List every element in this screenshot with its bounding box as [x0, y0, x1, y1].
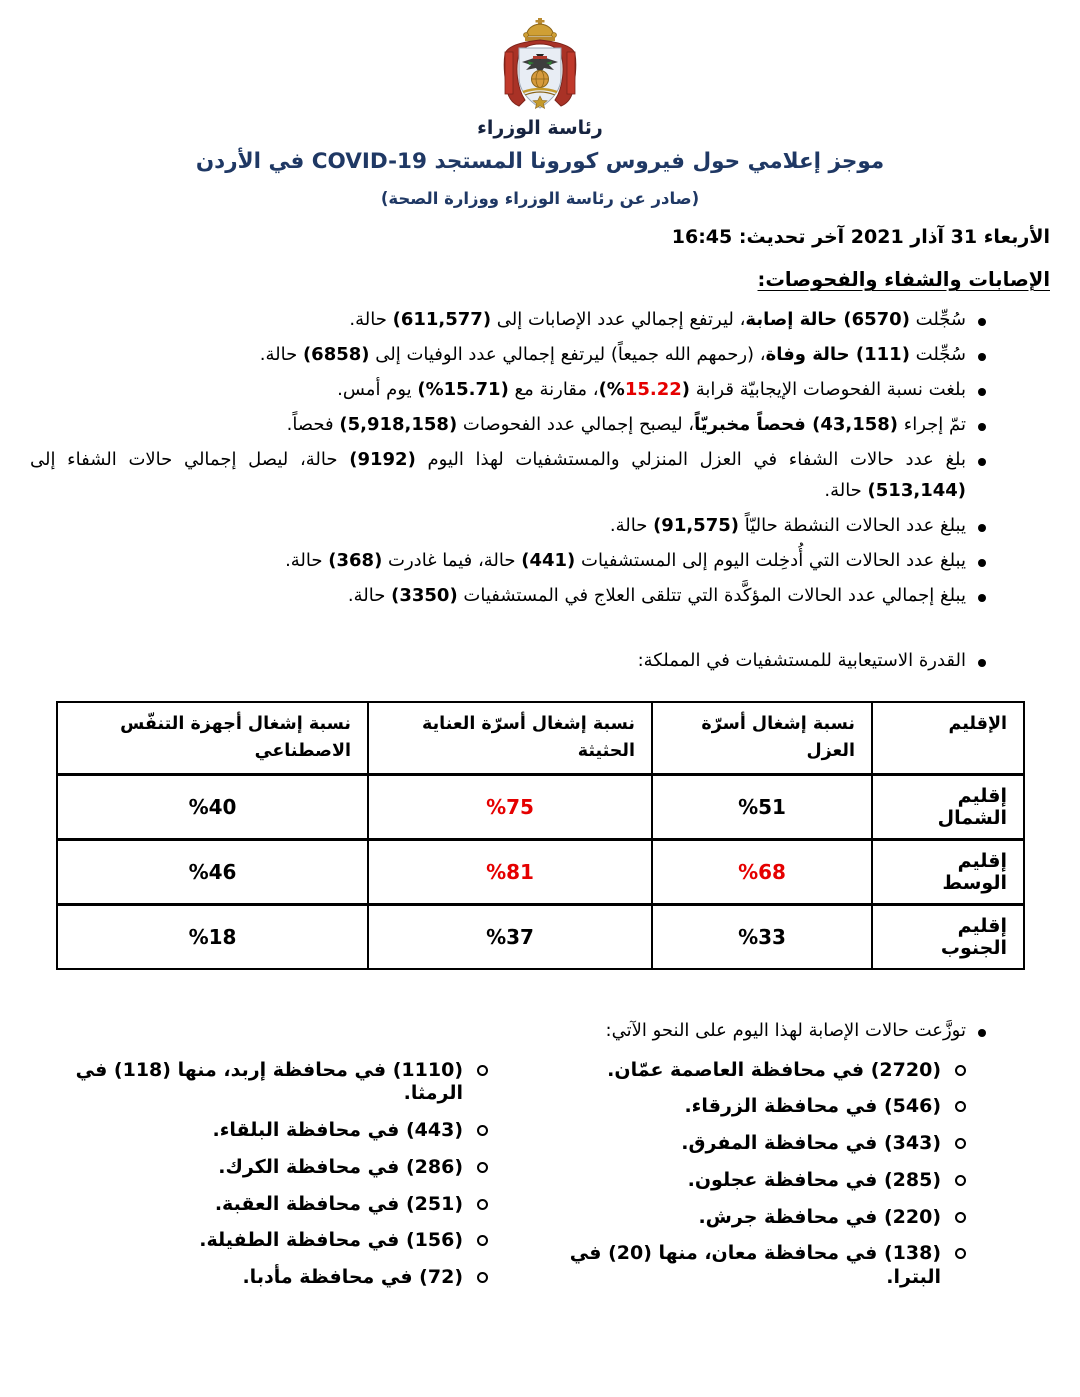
- region-name: إقليم الجنوب: [872, 904, 1024, 969]
- bullet-text: سُجِّلت: [909, 309, 966, 330]
- occupancy-value: %37: [368, 904, 652, 969]
- bullet-text: ، ليصبح إجمالي عدد الفحوصات: [457, 413, 695, 435]
- governorate-case-item: (1110) في محافظة إربد، منها (118) في الرمثا.: [30, 1059, 490, 1107]
- occupancy-value: %33: [652, 904, 872, 969]
- stat-value: (6858): [302, 343, 370, 365]
- bullet-text: فحصاً.: [286, 413, 340, 435]
- bullet-text: بلغ عدد حالات الشفاء في العزل المنزلي والمستشفيات لهذا اليوم: [415, 448, 966, 470]
- date-line: الأربعاء 31 آذار 2021 آخر تحديث: 16:45: [671, 226, 1050, 248]
- percentage-number: 15.22: [624, 378, 682, 400]
- briefing-bullet: [30, 340, 988, 371]
- bullet-text: بلغت نسبة الفحوصات الإيجابيّة قرابة: [690, 378, 966, 400]
- logo-calligraphy: رئاسة الوزراء: [477, 117, 603, 139]
- bullet-text: حالة.: [349, 309, 393, 330]
- governorate-case-item: (443) في محافظة البلقاء.: [30, 1119, 490, 1143]
- distribution-intro-list: [30, 1016, 1050, 1047]
- bullet-text: ، (رحمهم الله جميعاً) ليرتفع إجمالي عدد الوفيات إلى: [369, 343, 766, 365]
- capacity-row: [57, 839, 1024, 904]
- region-name: إقليم الشمال: [872, 774, 1024, 839]
- governorate-case-item: (343) في محافظة المفرق.: [540, 1132, 968, 1156]
- distribution-right-column: [540, 1059, 1050, 1303]
- bullet-text: حالة.: [259, 343, 303, 365]
- stat-value: (43,158) فحصاً مخبريّاً: [694, 413, 899, 435]
- governorate-case-item: (138) في محافظة معان، منها (20) في البترا.: [540, 1242, 968, 1290]
- briefing-bullet: [30, 581, 988, 612]
- stat-value: (5,918,158): [339, 413, 458, 435]
- bullet-text: ، ليرتفع إجمالي عدد الإصابات إلى: [491, 309, 746, 330]
- bullet-text: حالة.: [285, 549, 329, 571]
- bullet-text: يبلغ عدد الحالات النشطة حاليّاً: [739, 514, 966, 536]
- column-header: نسبة إشغال أسرّة العناية الحثيثة: [368, 702, 652, 775]
- column-header: الإقليم: [872, 702, 1024, 775]
- briefing-bullet: [30, 305, 988, 336]
- occupancy-value: %68: [652, 839, 872, 904]
- bullet-text: سُجِّلت: [909, 343, 966, 365]
- occupancy-value: %81: [368, 839, 652, 904]
- governorate-case-item: (285) في محافظة عجلون.: [540, 1169, 968, 1193]
- bullet-text: ، مقارنة مع: [508, 378, 599, 400]
- governorate-case-item: (72) في محافظة مأدبا.: [30, 1266, 490, 1290]
- stats-bullet-list: [30, 305, 1050, 677]
- document-header: [30, 12, 1050, 248]
- column-header: نسبة إشغال أسرّة العزل: [652, 702, 872, 775]
- governorate-case-item: (156) في محافظة الطفيلة.: [30, 1229, 490, 1253]
- bullet-text: يبلغ عدد الحالات التي أُدخِلت اليوم إلى المستشفيات: [575, 549, 966, 571]
- section-heading: الإصابات والشفاء والفحوصات:: [757, 268, 1050, 291]
- stat-value: (611,577): [392, 309, 492, 330]
- bullet-text: يبلغ إجمالي عدد الحالات المؤكَّدة التي تتلقى العلاج في المستشفيات: [457, 584, 966, 606]
- capacity-row: [57, 904, 1024, 969]
- briefing-bullet: [30, 445, 988, 507]
- globe-icon: [532, 71, 549, 88]
- briefing-bullet: [30, 546, 988, 577]
- table-header-row: [57, 702, 1024, 775]
- percentage-value: (%15.22): [598, 378, 691, 400]
- governorate-case-item: (251) في محافظة العقبة.: [30, 1193, 490, 1217]
- bullet-text: حالة، ليصل إجمالي حالات الشفاء إلى: [30, 448, 350, 470]
- briefing-bullet: [30, 511, 988, 542]
- stat-value: (441): [521, 549, 576, 571]
- stat-value: (111) حالة وفاة: [765, 343, 910, 365]
- stat-value: (91,575): [653, 514, 739, 536]
- occupancy-value: %51: [652, 774, 872, 839]
- governorate-case-item: (220) في محافظة جرش.: [540, 1206, 968, 1230]
- prime-ministry-logo: [477, 16, 603, 139]
- capacity-row: [57, 774, 1024, 839]
- stat-value: (368): [328, 549, 383, 571]
- governorate-distribution: [30, 1059, 1050, 1303]
- occupancy-value: %46: [57, 839, 368, 904]
- stat-value: (3350): [391, 584, 458, 606]
- briefing-bullet: [30, 410, 988, 441]
- stat-value: (513,144): [867, 479, 966, 501]
- distribution-intro: توزَّعت حالات الإصابة لهذا اليوم على النحو الآتي:: [30, 1016, 988, 1047]
- occupancy-value: %18: [57, 904, 368, 969]
- occupancy-value: %40: [57, 774, 368, 839]
- stat-value: (6570) حالة إصابة: [745, 309, 910, 330]
- briefing-bullet: [30, 646, 988, 677]
- hospital-capacity-table: [56, 701, 1025, 970]
- bullet-text: حالة.: [609, 514, 654, 536]
- crown-icon: [524, 18, 557, 41]
- region-name: إقليم الوسط: [872, 839, 1024, 904]
- distribution-left-column: [30, 1059, 540, 1303]
- page-title: موجز إعلامي حول فيروس كورونا المستجد COVID-19 في الأردن: [195, 149, 885, 174]
- bullet-text: تمّ إجراء: [898, 413, 966, 435]
- percentage-number: 15.71: [443, 378, 501, 400]
- jordan-coat-of-arms-icon: [481, 16, 599, 116]
- stat-value: (9192): [349, 448, 416, 470]
- page-subtitle: (صادر عن رئاسة الوزراء ووزارة الصحة): [380, 189, 700, 208]
- table-body: [57, 774, 1024, 969]
- bullet-text: حالة.: [824, 479, 868, 501]
- column-header: نسبة إشغال أجهزة التنفّس الاصطناعي: [57, 702, 368, 775]
- bullet-text: حالة.: [347, 584, 392, 606]
- governorate-case-item: (2720) في محافظة العاصمة عمّان.: [540, 1059, 968, 1083]
- bullet-text: القدرة الاستيعابية للمستشفيات في المملكة:: [637, 649, 966, 671]
- bullet-text: حالة، فيما غادرت: [382, 549, 522, 571]
- governorate-case-item: (546) في محافظة الزرقاء.: [540, 1095, 968, 1119]
- governorate-case-item: (286) في محافظة الكرك.: [30, 1156, 490, 1180]
- percentage-value: (%15.71): [417, 378, 509, 400]
- occupancy-value: %75: [368, 774, 652, 839]
- bullet-text: يوم أمس.: [337, 378, 418, 400]
- briefing-bullet: [30, 375, 988, 406]
